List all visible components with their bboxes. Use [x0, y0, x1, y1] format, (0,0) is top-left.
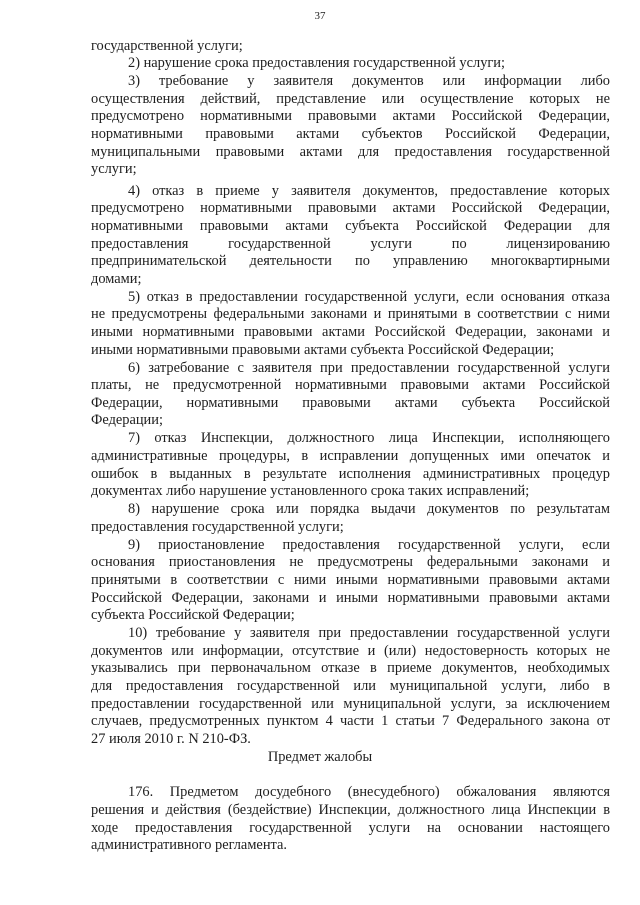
text-line: субъекта Российской Федерации;	[91, 607, 295, 623]
text-line: предоставления государственной услуги;	[91, 519, 344, 535]
text-line: платы, не предусмотренной нормативными правовыми актами Российской	[91, 377, 610, 393]
text-line: иными нормативными правовыми актами Российской Федерации, законами и	[91, 324, 610, 340]
text-line: предоставления государственной услуги по лицензированию	[91, 236, 610, 252]
text-line: предпринимательской деятельности по управлению многоквартирными	[91, 253, 610, 269]
text-line: домами;	[91, 271, 142, 287]
text-line: Федерации, нормативными правовыми актами субъекта Российской	[91, 395, 610, 411]
text-line: документах либо нарушение установленного срока таких исправлений;	[91, 483, 530, 499]
text-line: нормативными правовыми актами субъекта Российской Федерации для	[91, 218, 610, 234]
text-line: осуществления действий, представление или осуществление которых не	[91, 91, 610, 107]
text-line: административные процедуры, в исправлении допущенных ими опечаток и	[91, 448, 610, 464]
page-number: 37	[314, 10, 326, 22]
text-line: 10) требование у заявителя при предоставлении государственной услуги	[128, 625, 610, 641]
text-line: Российской Федерации, законами и иными нормативными правовыми актами	[91, 590, 610, 606]
text-line: нормативными правовыми актами субъектов Российской Федерации,	[91, 126, 610, 142]
text-line: 4) отказ в приеме у заявителя документов, предоставление которых	[128, 183, 610, 199]
text-line: 9) приостановление предоставления государственной услуги, если	[128, 537, 610, 553]
text-line: Федерации;	[91, 412, 163, 428]
text-line: ходе предоставления государственной услуги на основании настоящего	[91, 820, 610, 836]
text-line: указывались при первоначальном отказе в приеме документов, необходимых	[91, 660, 610, 676]
text-line: 27 июля 2010 г. N 210-ФЗ.	[91, 731, 251, 747]
text-line: административного регламента.	[91, 837, 287, 853]
text-line: решения и действия (бездействие) Инспекции, должностного лица Инспекции в	[91, 802, 610, 818]
text-line: принятыми в соответствии с ними иными нормативными правовыми актами	[91, 572, 610, 588]
text-line: иными нормативными правовыми актами субъекта Российской Федерации;	[91, 342, 555, 358]
text-line: ошибок в выданных в результате исполнения административных процедур	[91, 466, 610, 482]
text-line: государственной услуги;	[91, 38, 243, 54]
text-line: предусмотрено нормативными правовыми актами Российской Федерации,	[91, 200, 610, 216]
text-line: 176. Предметом досудебного (внесудебного) обжалования являются	[128, 784, 610, 800]
text-line: 3) требование у заявителя документов или информации либо	[128, 73, 610, 89]
text-line: услуги;	[91, 161, 137, 177]
text-line: случаев, предусмотренных пунктом 4 части 1 статьи 7 Федерального закона от	[91, 713, 610, 729]
text-line: не предусмотрены федеральными законами и принятыми в соответствии с ними	[91, 306, 610, 322]
text-line: 8) нарушение срока или порядка выдачи документов по результатам	[128, 501, 610, 517]
text-line: муниципальными правовыми актами для предоставления государственной	[91, 144, 610, 160]
text-line: предусмотрено нормативными правовыми актами Российской Федерации,	[91, 108, 610, 124]
text-line: для предоставления государственной или муниципальной услуги, либо в	[91, 678, 610, 694]
section-heading: Предмет жалобы	[267, 749, 373, 765]
text-line: основания приостановления не предусмотрены федеральными законами и	[91, 554, 610, 570]
text-line: 7) отказ Инспекции, должностного лица Инспекции, исполняющего	[128, 430, 610, 446]
text-line: предоставлении государственной или муниципальной услуги, за исключением	[91, 696, 610, 712]
text-line: 5) отказ в предоставлении государственной услуги, если основания отказа	[128, 289, 610, 305]
text-line: 2) нарушение срока предоставления государственной услуги;	[128, 55, 505, 71]
text-line: документов или информации, отсутствие и (или) недостоверность которых не	[91, 643, 610, 659]
text-line: 6) затребование с заявителя при предоставлении государственной услуги	[128, 360, 610, 376]
